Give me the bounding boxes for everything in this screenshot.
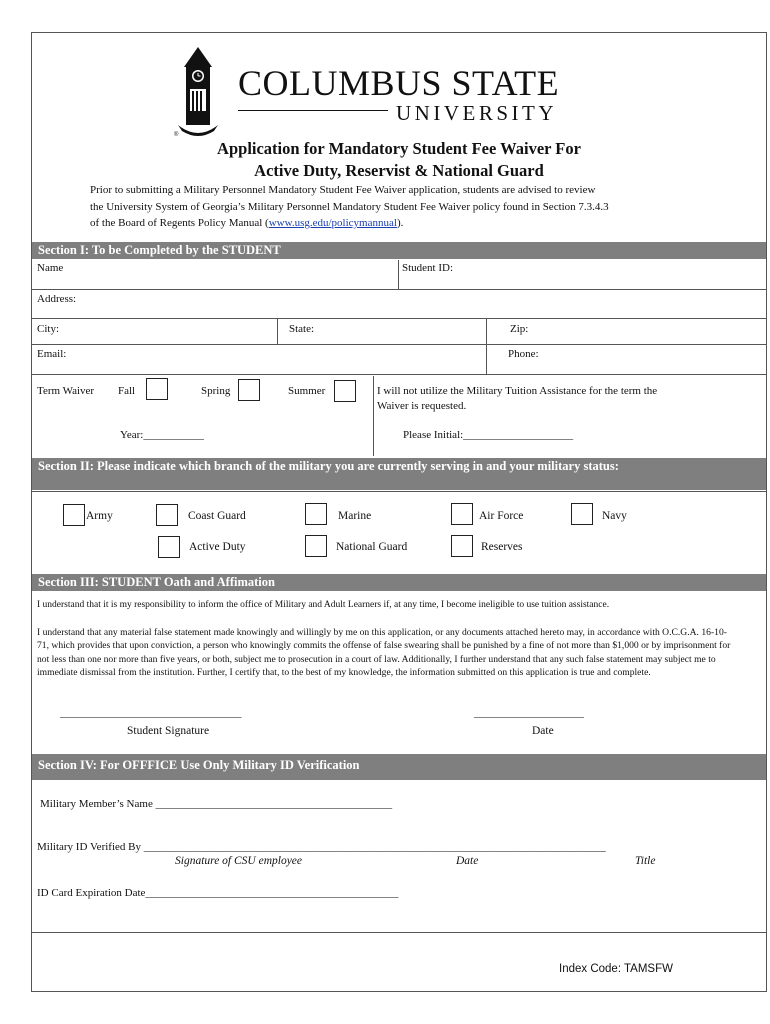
spring-label: Spring: [201, 385, 231, 397]
row-divider: [32, 491, 766, 492]
name-label: Name: [37, 262, 64, 274]
term-waiver-label: Term Waiver: [37, 385, 95, 397]
divider: [486, 318, 487, 344]
clock-tower-logo-icon: [174, 45, 222, 137]
coast-guard-label: Coast Guard: [188, 510, 246, 522]
intro-line3-pre: of the Board of Regents Policy Manual (: [90, 217, 269, 229]
summer-checkbox[interactable]: [334, 380, 356, 402]
logo-divider: [238, 110, 388, 111]
policy-manual-link[interactable]: www.usg.edu/policymannual: [268, 217, 397, 229]
intro-line1: Prior to submitting a Military Personnel Mandatory Student Fee Waiver application, students are advised to review: [90, 184, 596, 196]
form-title-line2: Active Duty, Reservist & National Guard: [254, 161, 544, 180]
intro-line3-post: ).: [396, 217, 404, 229]
row-divider: [32, 318, 766, 319]
initial-field[interactable]: Please Initial:____________________: [403, 429, 574, 441]
air-force-checkbox[interactable]: [451, 503, 473, 525]
address-label: Address:: [37, 293, 77, 305]
fall-checkbox[interactable]: [146, 378, 168, 400]
section2-header: Section II: Please indicate which branch of the military you are currently serving in and your military status:: [32, 458, 766, 490]
row-divider: [32, 932, 766, 933]
marine-label: Marine: [338, 510, 372, 522]
divider: [486, 344, 487, 374]
email-label: Email:: [37, 348, 67, 360]
army-label: Army: [86, 510, 113, 522]
student-signature-label: Student Signature: [127, 725, 210, 737]
intro-line2: the University System of Georgia’s Military Personnel Mandatory Student Fee Waiver policy found in Section 7.3.4.3: [90, 201, 609, 213]
fall-label: Fall: [118, 385, 136, 397]
zip-label: Zip:: [510, 323, 529, 335]
section1-header: Section I: To be Completed by the STUDENT: [32, 242, 766, 259]
section4-header: Section IV: For OFFFICE Use Only Military ID Verification: [32, 754, 766, 780]
active-duty-label: Active Duty: [189, 541, 246, 553]
divider: [398, 260, 399, 289]
navy-checkbox[interactable]: [571, 503, 593, 525]
logo-line1: COLUMBUS STATE: [238, 63, 560, 103]
spring-checkbox[interactable]: [238, 379, 260, 401]
id-verified-by-field[interactable]: Military ID Verified By ____________________________________________________________________________________: [37, 841, 606, 853]
row-divider: [32, 374, 766, 375]
logo-wordmark: [238, 63, 598, 133]
section3-header: Section III: STUDENT Oath and Affimation: [32, 574, 766, 591]
year-field[interactable]: Year:___________: [120, 429, 204, 441]
intro-line3: [90, 217, 403, 230]
tuition-statement-line1: I will not utilize the Military Tuition Assistance for the term the: [377, 385, 658, 397]
date-label: Date: [532, 725, 554, 737]
form-page: [31, 32, 767, 992]
reserves-label: Reserves: [481, 541, 523, 553]
navy-label: Navy: [602, 510, 627, 522]
index-code: Index Code: TAMSFW: [559, 963, 673, 975]
army-checkbox[interactable]: [63, 504, 85, 526]
svg-text:®: ®: [174, 132, 179, 137]
national-guard-label: National Guard: [336, 541, 408, 553]
row-divider: [32, 289, 766, 290]
state-label: State:: [289, 323, 315, 335]
verified-title-label: Title: [635, 855, 656, 867]
divider: [373, 376, 374, 456]
summer-label: Summer: [288, 385, 326, 397]
tuition-statement-line2: Waiver is requested.: [377, 400, 467, 412]
air-force-label: Air Force: [479, 510, 524, 522]
form-title-line1: Application for Mandatory Student Fee Waiver For: [217, 139, 581, 158]
national-guard-checkbox[interactable]: [305, 535, 327, 557]
id-expiration-field[interactable]: ID Card Expiration Date______________________________________________: [37, 887, 399, 899]
row-divider: [32, 344, 766, 345]
phone-label: Phone:: [508, 348, 539, 360]
divider: [277, 318, 278, 344]
reserves-checkbox[interactable]: [451, 535, 473, 557]
verified-date-label: Date: [456, 855, 479, 867]
student-id-label: Student ID:: [402, 262, 454, 274]
marine-checkbox[interactable]: [305, 503, 327, 525]
coast-guard-checkbox[interactable]: [156, 504, 178, 526]
oath-paragraph-2: I understand that any material false statement made knowingly and willingly by me on this application, or any documents attached hereto may, in accordance with O.C.G.A. 16-10-71, which provides that upon conviction, a person who knowingly commits the offense of false swearing shall be punished by a fine of not more than $1,000 or by imprisonment for not less than one nor more than five years, or both, subject me to prosecution in a court of law. Additionally, I further understand that any such false statement may subject me to immediate dismissal from the institution. Further, I certify that, to the best of my knowledge, the information submitted on this application is true and complete.: [37, 627, 731, 679]
student-signature-line[interactable]: _________________________________: [60, 707, 242, 719]
csu-signature-label: Signature of CSU employee: [175, 855, 303, 867]
logo-line2: UNIVERSITY: [396, 101, 557, 125]
date-line[interactable]: ____________________: [474, 707, 584, 719]
oath-paragraph-1: I understand that it is my responsibility to inform the office of Military and Adult Learners if, at any time, I become ineligible to use tuition assistance.: [37, 600, 610, 610]
military-member-name-field[interactable]: Military Member’s Name ___________________________________________: [40, 798, 393, 810]
city-label: City:: [37, 323, 60, 335]
active-duty-checkbox[interactable]: [158, 536, 180, 558]
